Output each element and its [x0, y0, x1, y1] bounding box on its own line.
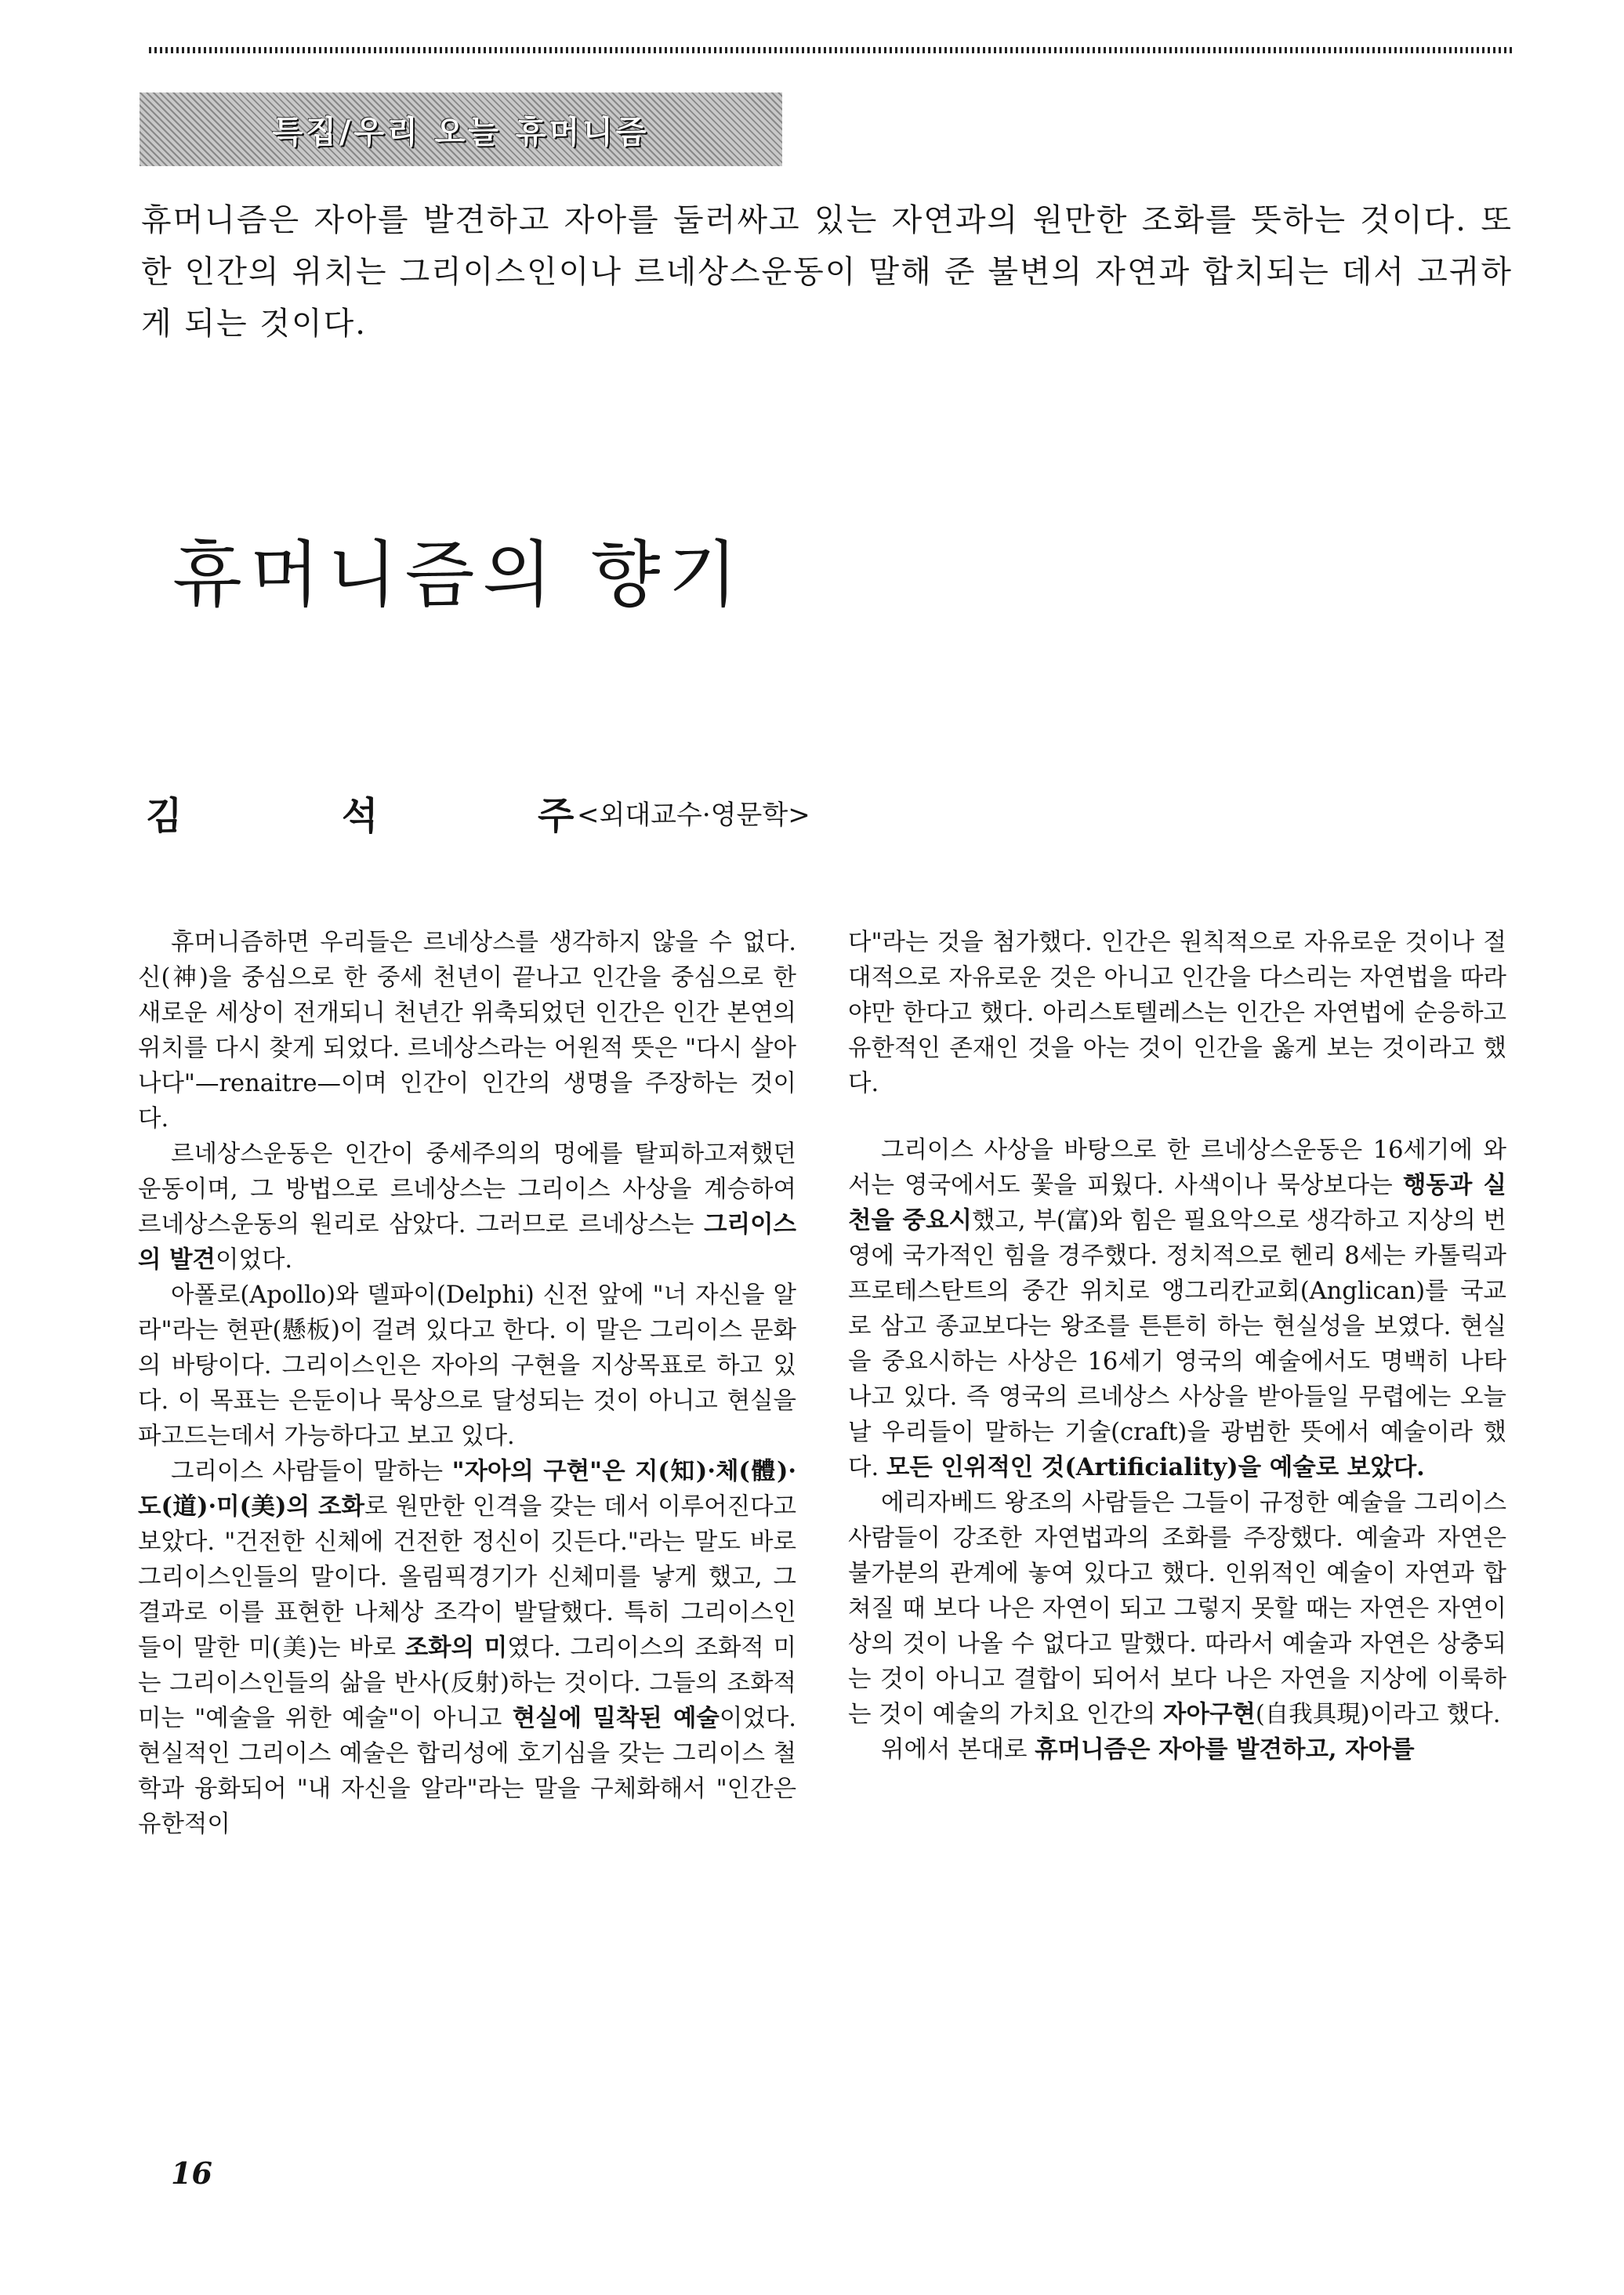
emphasis-text: 모든 인위적인 것(Artificiality)을 예술로 보았다.	[886, 1453, 1425, 1481]
text-run: 에리자베드 왕조의 사람들은 그들이 규정한 예술을 그리이스 사람들이 강조한 자연법과의 조화를 주장했다. 예술과 자연은 불가분의 관계에 놓여 있다고 했다. 인위적인 예술이 자연과 합쳐질 때 보다 나은 자연이 되고 그렇지 못할 때는 자연은 자연이상의 것이 나올 수 없다고 말했다. 따라서 예술과 자연은 상충되는 것이 아니고 결합이 되어서 보다 나은 자연을 지상에 이룩하는 것이 예술의 가치요 인간의	[848, 1489, 1506, 1728]
text-run: 그리이스 사람들이 말하는	[171, 1458, 452, 1485]
series-header	[140, 92, 782, 166]
emphasis-text: 조화의 미	[404, 1633, 508, 1662]
body-paragraph	[138, 1454, 796, 1842]
body-paragraph	[848, 1133, 1506, 1485]
author-name-char: 주	[538, 794, 575, 838]
author-line	[146, 785, 1086, 848]
body-paragraph	[848, 1485, 1506, 1732]
body-paragraph: 아폴로(Apollo)와 델파이(Delphi) 신전 앞에 "너 자신을 알라"라는 현판(懸板)이 걸려 있다고 한다. 이 말은 그리이스 문화의 바탕이다. 그리이스인은 자아의 구현을 지상목표로 하고 있다. 이 목표는 은둔이나 묵상으로 달성되는 것이 아니고 현실을 파고드는데서 가능하다고 보고 있다.	[138, 1282, 796, 1450]
series-label: 특집/우리 오늘 휴머니즘	[272, 114, 650, 150]
emphasis-text: 자아구현	[1163, 1700, 1256, 1728]
text-run: 였다. 그리이스의 조화적 미는 그리이스인들의 삶을 반사(反射)하는 것이다. 그들의 조화적 미는 "예술을 위한 예술"이 아니고	[138, 1634, 796, 1732]
body-paragraph	[848, 1732, 1506, 1767]
text-run: 이었다.	[216, 1246, 293, 1274]
article-title: 휴머니즘의 향기	[172, 533, 746, 617]
author-affiliation: <외대교수·영문학>	[577, 799, 810, 831]
emphasis-text: 행동과 실천을 중요시	[848, 1171, 1506, 1235]
author-name-char: 김	[146, 794, 183, 838]
text-run: 로 원만한 인격을 갖는 데서 이루어진다고 보았다. "건전한 신체에 건전한 정신이 깃든다."라는 말도 바로 그리이스인들의 말이다. 올림픽경기가 신체미를 낳게 했고, 그 결과로 이를 표현한 나체상 조각이 발달했다. 특히 그리이스인들이 말한 미(美)는 바로	[138, 1493, 796, 1662]
emphasis-text: 휴머니즘은 자아를 발견하고, 자아를	[1035, 1735, 1415, 1764]
text-run: 르네상스운동은 인간이 중세주의의 멍에를 탈피하고져했던 운동이며, 그 방법으로 르네상스는 그리이스 사상을 계승하여 르네상스운동의 원리로 삼았다. 그러므로 르네상스는	[138, 1140, 796, 1238]
emphasis-text: 그리이스의 발견	[138, 1210, 796, 1274]
body-paragraph: 다"라는 것을 첨가했다. 인간은 원칙적으로 자유로운 것이나 절대적으로 자유로운 것은 아니고 인간을 다스리는 자연법을 따라야만 한다고 했다. 아리스토텔레스는 인간은 자연법에 순응하고 유한적인 존재인 것을 아는 것이 인간을 옳게 보는 것이라고 했다.	[848, 929, 1506, 1097]
text-run: 이었다. 현실적인 그리이스 예술은 합리성에 호기심을 갖는 그리이스 철학과 융화되어 "내 자신을 알라"라는 말을 구체화해서 "인간은 유한적이	[138, 1705, 796, 1838]
text-run: 그리이스 사상을 바탕으로 한 르네상스운동은 16세기에 와서는 영국에서도 꽃을 피웠다. 사색이나 묵상보다는	[848, 1137, 1506, 1199]
intro-paragraph: 휴머니즘은 자아를 발견하고 자아를 둘러싸고 있는 자연과의 원만한 조화를 뜻하는 것이다. 또한 인간의 위치는 그리이스인이나 르네상스운동이 말해 준 불변의 자연과 합치되는 데서 고귀하게 되는 것이다.	[141, 202, 1513, 342]
body-paragraph: 휴머니즘하면 우리들은 르네상스를 생각하지 않을 수 없다. 신(神)을 중심으로 한 중세 천년이 끝나고 인간을 중심으로 한 새로운 세상이 전개되니 천년간 위축되었던 인간은 인간 본연의 위치를 다시 찾게 되었다. 르네상스라는 어원적 뜻은 "다시 살아나다"—renaitre—이며 인간이 인간의 생명을 주장하는 것이다.	[138, 929, 796, 1133]
top-dotted-rule	[149, 47, 1513, 53]
body-column-left	[138, 925, 796, 1842]
author-name-char: 석	[342, 794, 379, 838]
emphasis-text: 현실에 밀착된 예술	[512, 1704, 720, 1732]
page-number: 16	[171, 2155, 212, 2191]
body-column-right	[848, 925, 1506, 1767]
text-run: 위에서 본대로	[881, 1736, 1035, 1764]
emphasis-text: "자아의 구현"은 지(知)·체(體)·도(道)·미(美)의 조화	[138, 1457, 796, 1521]
text-run: 했고, 부(富)와 힘은 필요악으로 생각하고 지상의 번영에 국가적인 힘을 경주했다. 정치적으로 헨리 8세는 카톨릭과 프로테스탄트의 중간 위치로 앵그리칸교회(Anglican)를 국교로 삼고 종교보다는 왕조를 튼튼히 하는 현실성을 보였다. 현실을 중요시하는 사상은 16세기 영국의 예술에서도 명백히 나타나고 있다. 즉 영국의 르네상스 사상을 받아들일 무렵에는 오늘날 우리들이 말하는 기술(craft)을 광범한 뜻에서 예술이라 했다.	[848, 1207, 1506, 1481]
body-paragraph	[138, 1137, 796, 1278]
text-run: (自我具現)이라고 했다.	[1255, 1701, 1501, 1728]
